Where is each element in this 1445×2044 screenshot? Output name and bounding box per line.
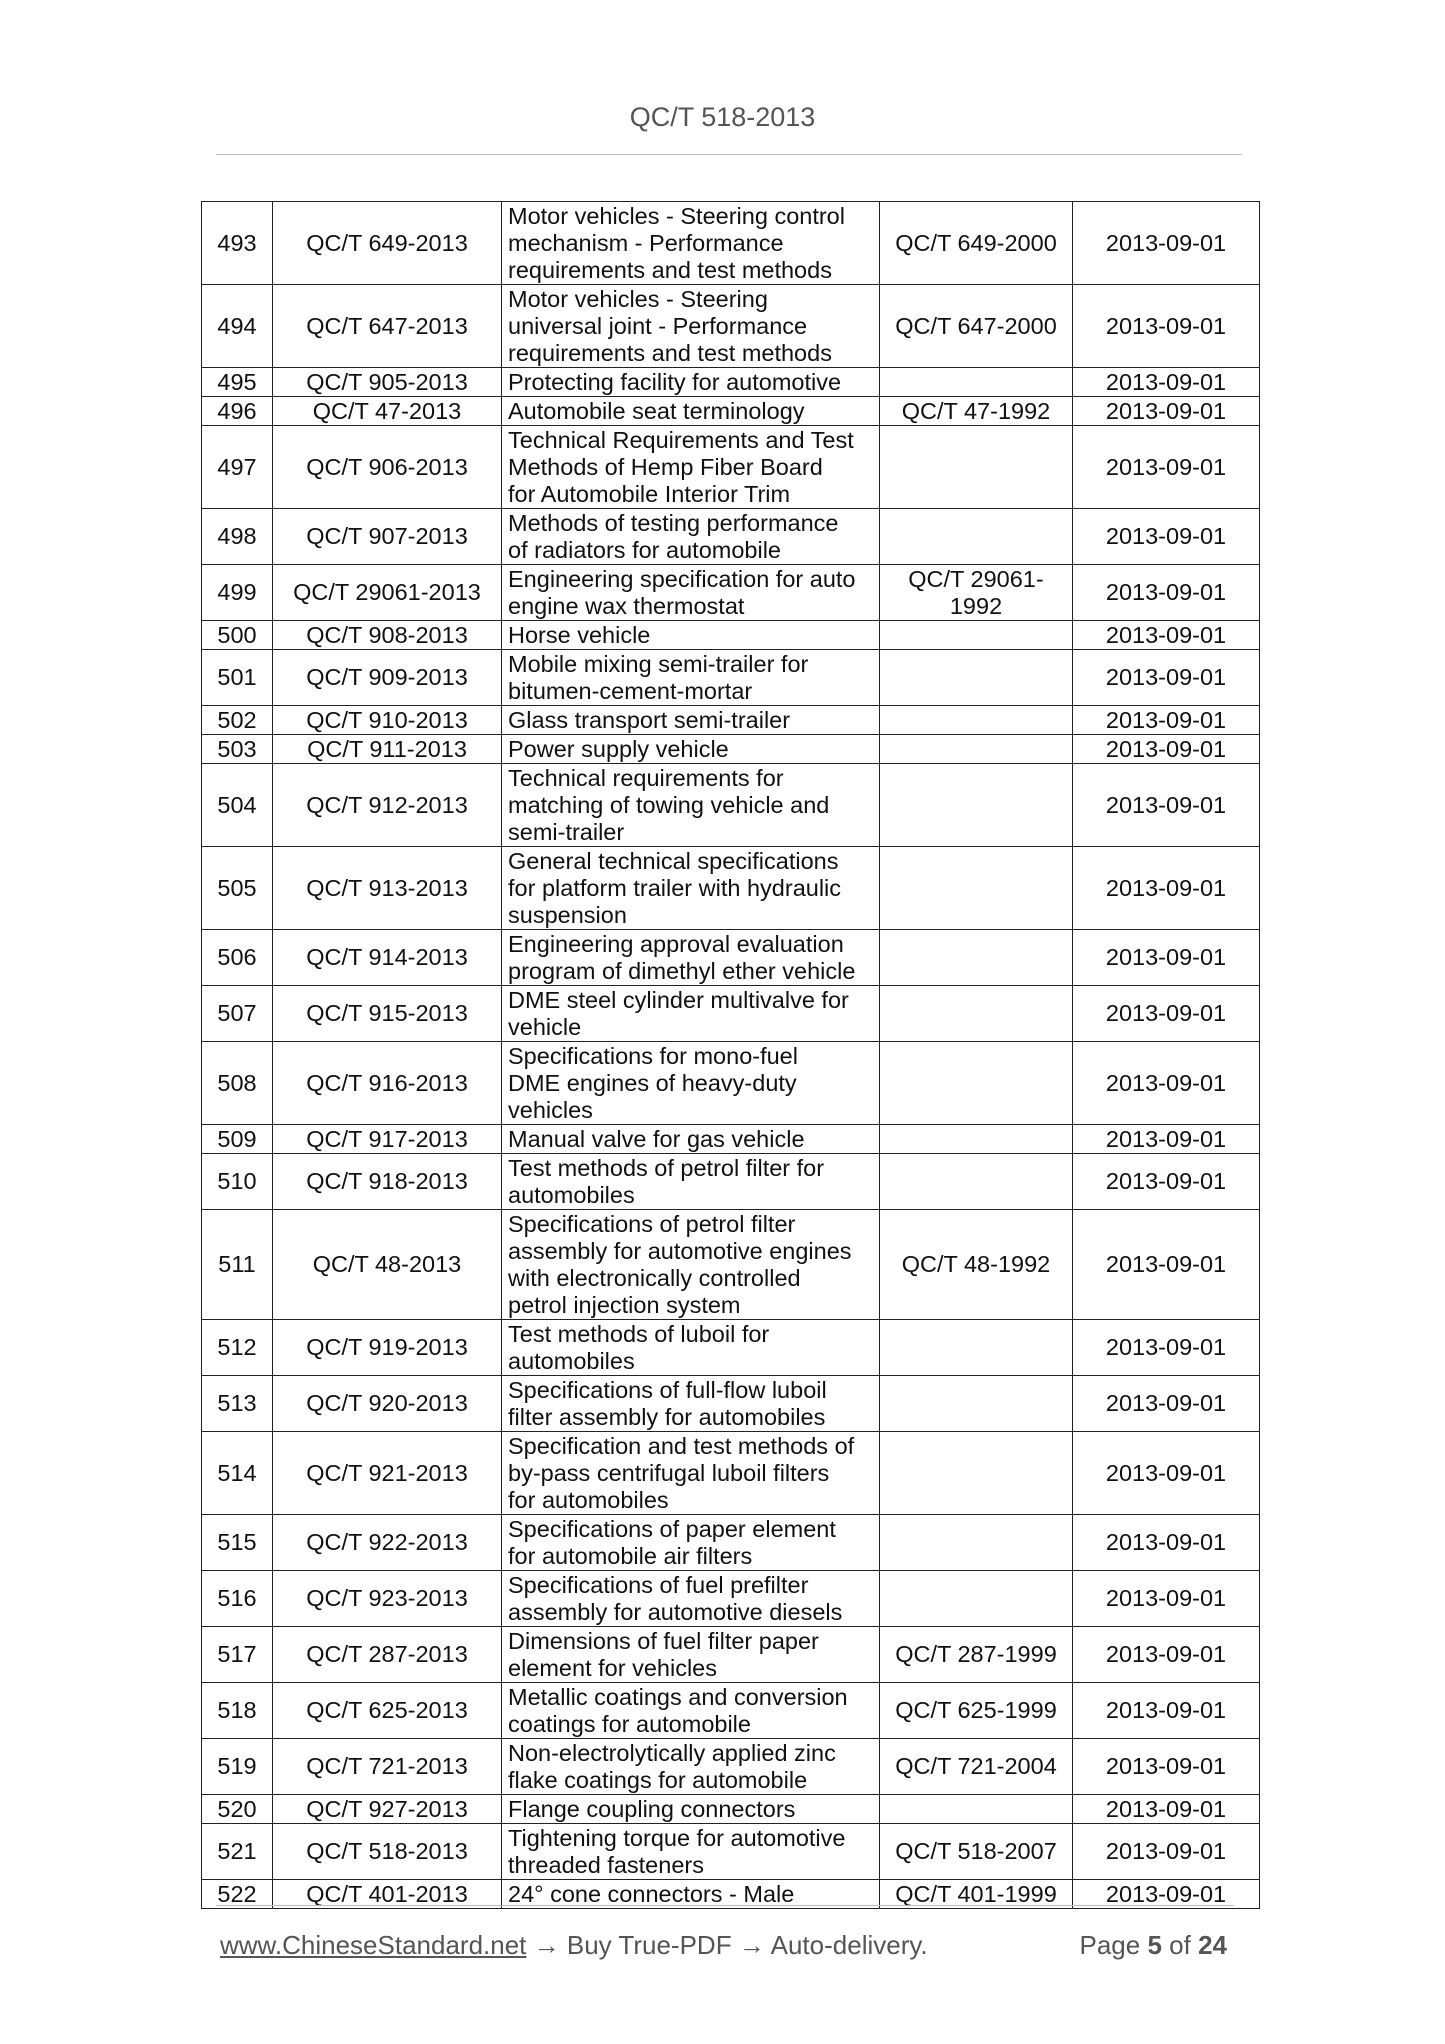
standard-title <box>502 1571 880 1627</box>
standard-title-line: Dimensions of fuel filter paper <box>508 1627 819 1654</box>
standard-title <box>502 565 880 621</box>
standard-code: QC/T 919-2013 <box>273 1320 502 1376</box>
arrow-icon: → <box>738 1930 765 1960</box>
table-row <box>202 426 1260 509</box>
replaced-standard <box>880 285 1073 368</box>
table-row <box>202 1432 1260 1515</box>
row-number: 493 <box>202 202 273 285</box>
replaced-standard-line: QC/T 518-2007 <box>895 1838 1057 1864</box>
standard-title-line: suspension <box>508 901 627 928</box>
standard-code: QC/T 912-2013 <box>273 764 502 847</box>
table-row <box>202 285 1260 368</box>
table-row <box>202 1154 1260 1210</box>
standard-title-line: Power supply vehicle <box>508 735 729 762</box>
table-row <box>202 1739 1260 1795</box>
standard-title-line: for platform trailer with hydraulic <box>508 874 842 901</box>
table-row <box>202 1320 1260 1376</box>
replaced-standard-line: QC/T 287-1999 <box>895 1641 1057 1667</box>
of-label: of <box>1169 1930 1191 1960</box>
standard-title-line: petrol injection system <box>508 1291 741 1318</box>
implementation-date: 2013-09-01 <box>1073 735 1260 764</box>
standard-title-line: Test methods of luboil for <box>508 1320 770 1347</box>
standard-title <box>502 1795 880 1824</box>
table-row <box>202 1376 1260 1432</box>
standard-title <box>502 764 880 847</box>
standard-title-line: coatings for automobile <box>508 1710 751 1737</box>
implementation-date: 2013-09-01 <box>1073 1154 1260 1210</box>
implementation-date: 2013-09-01 <box>1073 621 1260 650</box>
standard-title <box>502 986 880 1042</box>
standard-title <box>502 368 880 397</box>
replaced-standard <box>880 397 1073 426</box>
replaced-standard <box>880 1683 1073 1739</box>
standard-title-line: semi-trailer <box>508 818 625 845</box>
standard-title-line: Glass transport semi-trailer <box>508 706 791 733</box>
standard-code: QC/T 29061-2013 <box>273 565 502 621</box>
replaced-standard-line: QC/T 649-2000 <box>895 229 1057 256</box>
standard-title-line: Protecting facility for automotive <box>508 368 842 395</box>
replaced-standard-line: QC/T 401-1999 <box>895 1880 1057 1907</box>
row-number: 511 <box>202 1210 273 1320</box>
row-number: 508 <box>202 1042 273 1125</box>
standard-code: QC/T 916-2013 <box>273 1042 502 1125</box>
replaced-standard <box>880 621 1073 650</box>
standard-title-line: assembly for automotive diesels <box>508 1598 843 1625</box>
standard-code: QC/T 48-2013 <box>273 1210 502 1320</box>
footer-promo <box>220 1930 928 1961</box>
standard-title-line: Technical requirements for <box>508 764 784 791</box>
standard-title-line: flake coatings for automobile <box>508 1766 808 1793</box>
standard-title-line: Manual valve for gas vehicle <box>508 1125 805 1152</box>
table-row <box>202 930 1260 986</box>
delivery-text: Auto-delivery. <box>770 1930 928 1960</box>
implementation-date: 2013-09-01 <box>1073 764 1260 847</box>
standard-title <box>502 1432 880 1515</box>
implementation-date: 2013-09-01 <box>1073 706 1260 735</box>
table-row <box>202 1824 1260 1880</box>
table-row <box>202 735 1260 764</box>
standard-title-line: Flange coupling connectors <box>508 1795 796 1822</box>
standard-title <box>502 1739 880 1795</box>
replaced-standard-line: QC/T 721-2004 <box>895 1753 1057 1779</box>
replaced-standard <box>880 986 1073 1042</box>
implementation-date: 2013-09-01 <box>1073 847 1260 930</box>
standard-title-line: of radiators for automobile <box>508 536 782 563</box>
standard-code: QC/T 914-2013 <box>273 930 502 986</box>
standard-code: QC/T 911-2013 <box>273 735 502 764</box>
standard-title-line: matching of towing vehicle and <box>508 791 830 818</box>
replaced-standard-line: QC/T 29061- <box>908 565 1044 592</box>
table-row <box>202 397 1260 426</box>
implementation-date: 2013-09-01 <box>1073 1125 1260 1154</box>
standard-title-line: vehicle <box>508 1013 582 1040</box>
row-number: 510 <box>202 1154 273 1210</box>
standard-title <box>502 426 880 509</box>
implementation-date: 2013-09-01 <box>1073 202 1260 285</box>
implementation-date: 2013-09-01 <box>1073 1795 1260 1824</box>
row-number: 515 <box>202 1515 273 1571</box>
standard-title-line: Specifications of petrol filter <box>508 1210 796 1237</box>
standard-title <box>502 397 880 426</box>
replaced-standard <box>880 202 1073 285</box>
standard-code: QC/T 905-2013 <box>273 368 502 397</box>
row-number: 514 <box>202 1432 273 1515</box>
row-number: 503 <box>202 735 273 764</box>
implementation-date: 2013-09-01 <box>1073 1880 1260 1909</box>
standard-title <box>502 202 880 285</box>
standard-title-line: requirements and test methods <box>508 256 832 283</box>
replaced-standard <box>880 509 1073 565</box>
row-number: 502 <box>202 706 273 735</box>
standard-title-line: for automobile air filters <box>508 1542 753 1569</box>
buy-text: Buy True-PDF <box>566 1930 732 1960</box>
standard-code: QC/T 721-2013 <box>273 1739 502 1795</box>
standard-title-line: with electronically controlled <box>508 1264 801 1291</box>
standard-title-line: engine wax thermostat <box>508 592 745 619</box>
implementation-date: 2013-09-01 <box>1073 285 1260 368</box>
table-row <box>202 650 1260 706</box>
standard-title-line: Tightening torque for automotive <box>508 1824 846 1851</box>
standard-title-line: Technical Requirements and Test <box>508 426 854 453</box>
standard-title-line: mechanism - Performance <box>508 229 784 256</box>
standard-code: QC/T 910-2013 <box>273 706 502 735</box>
standard-code: QC/T 920-2013 <box>273 1376 502 1432</box>
standard-title-line: assembly for automotive engines <box>508 1237 852 1264</box>
standard-title-line: program of dimethyl ether vehicle <box>508 957 856 984</box>
standard-title-line: Specifications of full-flow luboil <box>508 1376 827 1403</box>
implementation-date: 2013-09-01 <box>1073 565 1260 621</box>
table-row <box>202 706 1260 735</box>
row-number: 496 <box>202 397 273 426</box>
standard-code: QC/T 921-2013 <box>273 1432 502 1515</box>
standard-title <box>502 1320 880 1376</box>
standard-title-line: automobiles <box>508 1181 635 1208</box>
implementation-date: 2013-09-01 <box>1073 1432 1260 1515</box>
standard-code: QC/T 47-2013 <box>273 397 502 426</box>
page-indicator <box>1079 1930 1227 1961</box>
standard-code: QC/T 906-2013 <box>273 426 502 509</box>
arrow-icon: → <box>533 1930 560 1960</box>
standard-title-line: requirements and test methods <box>508 339 832 366</box>
standard-title-line: Specification and test methods of <box>508 1432 855 1459</box>
implementation-date: 2013-09-01 <box>1073 1376 1260 1432</box>
row-number: 522 <box>202 1880 273 1909</box>
standard-title-line: for Automobile Interior Trim <box>508 480 791 507</box>
standard-title-line: 24° cone connectors - Male <box>508 1880 795 1907</box>
row-number: 519 <box>202 1739 273 1795</box>
standard-title-line: bitumen-cement-mortar <box>508 677 753 704</box>
standard-title-line: vehicles <box>508 1096 593 1123</box>
row-number: 495 <box>202 368 273 397</box>
page-total: 24 <box>1198 1930 1227 1960</box>
standard-code: QC/T 922-2013 <box>273 1515 502 1571</box>
replaced-standard-line: QC/T 48-1992 <box>901 1251 1051 1277</box>
replaced-standard <box>880 1376 1073 1432</box>
footer-divider <box>216 1905 1234 1906</box>
standard-title <box>502 930 880 986</box>
page-label: Page <box>1079 1930 1141 1960</box>
replaced-standard <box>880 1515 1073 1571</box>
standard-title-line: DME steel cylinder multivalve for <box>508 986 849 1013</box>
standard-code: QC/T 907-2013 <box>273 509 502 565</box>
row-number: 501 <box>202 650 273 706</box>
site-link[interactable]: www.ChineseStandard.net <box>220 1930 527 1960</box>
document-header: QC/T 518-2013 <box>629 102 816 132</box>
implementation-date: 2013-09-01 <box>1073 509 1260 565</box>
standard-title-line: Engineering approval evaluation <box>508 930 844 957</box>
table-row <box>202 986 1260 1042</box>
standard-title-line: for automobiles <box>508 1486 669 1513</box>
replaced-standard <box>880 706 1073 735</box>
implementation-date: 2013-09-01 <box>1073 1320 1260 1376</box>
replaced-standard <box>880 764 1073 847</box>
implementation-date: 2013-09-01 <box>1073 1627 1260 1683</box>
standard-code: QC/T 908-2013 <box>273 621 502 650</box>
replaced-standard <box>880 1210 1073 1320</box>
replaced-standard <box>880 735 1073 764</box>
standard-title <box>502 621 880 650</box>
row-number: 500 <box>202 621 273 650</box>
standard-title <box>502 285 880 368</box>
implementation-date: 2013-09-01 <box>1073 1515 1260 1571</box>
standard-title-line: Horse vehicle <box>508 621 651 648</box>
replaced-standard <box>880 1432 1073 1515</box>
standard-title-line: Non-electrolytically applied zinc <box>508 1739 836 1766</box>
standard-title <box>502 1376 880 1432</box>
implementation-date: 2013-09-01 <box>1073 1739 1260 1795</box>
replaced-standard <box>880 426 1073 509</box>
standard-title-line: universal joint - Performance <box>508 312 808 339</box>
standard-title <box>502 1627 880 1683</box>
standard-code: QC/T 518-2013 <box>273 1824 502 1880</box>
replaced-standard <box>880 1154 1073 1210</box>
table-row <box>202 1571 1260 1627</box>
table-row <box>202 565 1260 621</box>
standard-title-line: Engineering specification for auto <box>508 565 856 592</box>
row-number: 498 <box>202 509 273 565</box>
standard-title <box>502 735 880 764</box>
replaced-standard <box>880 1627 1073 1683</box>
table-row <box>202 1125 1260 1154</box>
replaced-standard-line: 1992 <box>949 592 1003 619</box>
table-row <box>202 764 1260 847</box>
standard-code: QC/T 918-2013 <box>273 1154 502 1210</box>
row-number: 505 <box>202 847 273 930</box>
table-row <box>202 1795 1260 1824</box>
standard-title <box>502 509 880 565</box>
replaced-standard <box>880 1571 1073 1627</box>
replaced-standard <box>880 1320 1073 1376</box>
replaced-standard <box>880 1824 1073 1880</box>
implementation-date: 2013-09-01 <box>1073 986 1260 1042</box>
replaced-standard-line: QC/T 625-1999 <box>895 1697 1057 1723</box>
standard-title-line: Specifications of fuel prefilter <box>508 1571 809 1598</box>
table-row <box>202 368 1260 397</box>
standard-title-line: Motor vehicles - Steering control <box>508 202 845 229</box>
replaced-standard <box>880 1795 1073 1824</box>
row-number: 518 <box>202 1683 273 1739</box>
table-row <box>202 1627 1260 1683</box>
standard-code: QC/T 287-2013 <box>273 1627 502 1683</box>
table-row <box>202 202 1260 285</box>
implementation-date: 2013-09-01 <box>1073 368 1260 397</box>
standards-table <box>201 201 1260 1909</box>
standard-title <box>502 650 880 706</box>
standard-code: QC/T 909-2013 <box>273 650 502 706</box>
implementation-date: 2013-09-01 <box>1073 426 1260 509</box>
standard-title-line: Specifications for mono-fuel <box>508 1042 798 1069</box>
header-divider <box>216 154 1242 155</box>
implementation-date: 2013-09-01 <box>1073 930 1260 986</box>
standard-code: QC/T 917-2013 <box>273 1125 502 1154</box>
standard-title-line: filter assembly for automobiles <box>508 1403 826 1430</box>
table-row <box>202 1515 1260 1571</box>
row-number: 521 <box>202 1824 273 1880</box>
replaced-standard-line: QC/T 47-1992 <box>901 397 1051 424</box>
row-number: 499 <box>202 565 273 621</box>
implementation-date: 2013-09-01 <box>1073 1042 1260 1125</box>
page-number: 5 <box>1147 1930 1162 1960</box>
table-row <box>202 1210 1260 1320</box>
implementation-date: 2013-09-01 <box>1073 1824 1260 1880</box>
standard-title <box>502 1125 880 1154</box>
replaced-standard <box>880 650 1073 706</box>
standard-code: QC/T 649-2013 <box>273 202 502 285</box>
implementation-date: 2013-09-01 <box>1073 1210 1260 1320</box>
standard-title-line: Metallic coatings and conversion <box>508 1683 848 1710</box>
standard-title-line: General technical specifications <box>508 847 839 874</box>
standard-title-line: Automobile seat terminology <box>508 397 805 424</box>
replaced-standard <box>880 1042 1073 1125</box>
row-number: 504 <box>202 764 273 847</box>
implementation-date: 2013-09-01 <box>1073 1571 1260 1627</box>
standard-title <box>502 1042 880 1125</box>
row-number: 494 <box>202 285 273 368</box>
standard-title <box>502 1824 880 1880</box>
standard-title-line: Methods of Hemp Fiber Board <box>508 453 823 480</box>
standard-title <box>502 1515 880 1571</box>
standard-title <box>502 1210 880 1320</box>
row-number: 512 <box>202 1320 273 1376</box>
implementation-date: 2013-09-01 <box>1073 397 1260 426</box>
row-number: 516 <box>202 1571 273 1627</box>
implementation-date: 2013-09-01 <box>1073 1683 1260 1739</box>
standard-code: QC/T 401-2013 <box>273 1880 502 1909</box>
row-number: 517 <box>202 1627 273 1683</box>
row-number: 520 <box>202 1795 273 1824</box>
standard-code: QC/T 625-2013 <box>273 1683 502 1739</box>
standard-code: QC/T 915-2013 <box>273 986 502 1042</box>
replaced-standard <box>880 368 1073 397</box>
standard-code: QC/T 927-2013 <box>273 1795 502 1824</box>
row-number: 506 <box>202 930 273 986</box>
replaced-standard <box>880 847 1073 930</box>
standard-title <box>502 847 880 930</box>
replaced-standard-line: QC/T 647-2000 <box>895 312 1057 339</box>
standard-title-line: automobiles <box>508 1347 635 1374</box>
row-number: 497 <box>202 426 273 509</box>
table-row <box>202 1683 1260 1739</box>
implementation-date: 2013-09-01 <box>1073 650 1260 706</box>
row-number: 513 <box>202 1376 273 1432</box>
standard-title-line: element for vehicles <box>508 1654 717 1681</box>
standard-title <box>502 1154 880 1210</box>
row-number: 507 <box>202 986 273 1042</box>
standard-title-line: by-pass centrifugal luboil filters <box>508 1459 830 1486</box>
table-row <box>202 847 1260 930</box>
standard-code: QC/T 647-2013 <box>273 285 502 368</box>
standard-code: QC/T 923-2013 <box>273 1571 502 1627</box>
standard-title <box>502 706 880 735</box>
standard-title <box>502 1683 880 1739</box>
replaced-standard <box>880 1125 1073 1154</box>
replaced-standard <box>880 930 1073 986</box>
table-row <box>202 509 1260 565</box>
replaced-standard <box>880 565 1073 621</box>
table-row <box>202 621 1260 650</box>
replaced-standard <box>880 1739 1073 1795</box>
table-row <box>202 1042 1260 1125</box>
standards-table-body <box>202 202 1260 1909</box>
standard-title-line: Motor vehicles - Steering <box>508 285 768 312</box>
standard-title-line: Methods of testing performance <box>508 509 839 536</box>
standard-title-line: Test methods of petrol filter for <box>508 1154 825 1181</box>
standard-title-line: Specifications of paper element <box>508 1515 836 1542</box>
row-number: 509 <box>202 1125 273 1154</box>
standard-title-line: threaded fasteners <box>508 1851 704 1878</box>
standard-code: QC/T 913-2013 <box>273 847 502 930</box>
standard-title-line: DME engines of heavy-duty <box>508 1069 797 1096</box>
standard-title-line: Mobile mixing semi-trailer for <box>508 650 809 677</box>
